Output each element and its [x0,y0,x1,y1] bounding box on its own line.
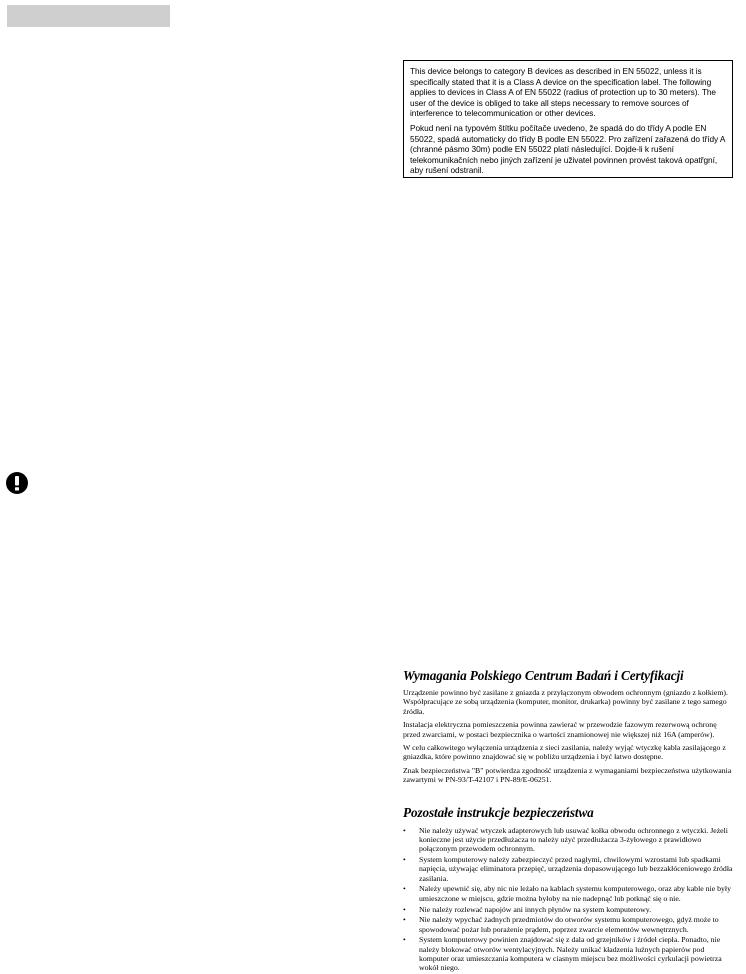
section-title-other-safety: Pozostałe instrukcje bezpieczeństwa [403,804,594,820]
bullet: • [403,884,406,894]
polish-certification-section [403,668,735,974]
safety-instructions-list [403,826,735,973]
bullet: • [403,935,406,945]
list-item-text: Należy upewnić się, aby nic nie leżało na kablach systemu komputerowego, oraz aby kable nie były umieszczone w miejscu, gdzie można byłoby na nie nadepnąć lub potknąć się o nie. [419,884,731,903]
list-item-text: Nie należy używać wtyczek adapterowych lub usuwać kołka obwodu ochronnego z wtyczki. Jeżeli konieczne jest użycie przedłużacza to należy użyć przedłużacza 3-żyłowego z prawidłowo połączonym przewodem ochronnym. [419,825,728,854]
list-item [403,826,735,854]
en55022-notice-box [403,60,733,178]
bullet: • [403,825,406,835]
section-title-polish-requirements: Wymagania Polskiego Centrum Badań i Certyfikacji [403,668,684,683]
bullet: • [403,855,406,865]
list-item [403,905,735,914]
list-item-text: System komputerowy powinien znajdować się z dala od grzejników i źródeł ciepła. Ponadto, nie należy blokować otworów wentylacyjnych. Należy unikać kładzenia luźnych papierów pod komputer oraz umieszczania komputera w ciasnym miejscu bez możliwości cyrkulacji powietrza wokół niego. [419,935,722,973]
requirement-paragraph: W celu całkowitego wyłączenia urządzenia z sieci zasilania, należy wyjąć wtyczkę kabla zasilającego z gniazdka, które powinno znajdować się w pobliżu urządzenia i być łatwo dostępne. [403,743,726,762]
notice-paragraph-en: This device belongs to category B devices as described in EN 55022, unless it is specifically stated that it is a Class A device on the specification label. The following applies to devices in Class A of EN 55022 (radius of protection up to 30 meters). The user of the device is obliged to take all steps necessary to remove sources of interference to telecommunication or other devices. [410,66,716,119]
list-item-text: Nie należy wpychać żadnych przedmiotów do otworów systemu komputerowego, gdyż może to spowodować pożar lub porażenie prądem, poprzez zwarcie elementów wewnętrznych. [419,915,719,934]
requirement-paragraph: Instalacja elektryczna pomieszczenia powinna zawierać w przewodzie fazowym rezerwową ochronę przed zwarciami, w postaci bezpiecznika o wartości znamionowej nie większej niż 16A (amperów). [403,720,717,739]
list-item-text: Nie należy rozlewać napojów ani innych płynów na system komputerowy. [419,904,652,914]
requirement-paragraph: Znak bezpieczeństwa "B" potwierdza zgodność urządzenia z wymaganiami bezpieczeństwa użytkowania zawartymi w PN-93/T-42107 i PN-89/E-06251. [403,765,732,785]
bullet: • [403,904,406,914]
list-item [403,855,735,883]
header-bar [7,5,170,27]
list-item [403,884,735,903]
list-item [403,935,735,972]
list-item [403,915,735,934]
list-item-text: System komputerowy należy zabezpieczyć przed nagłymi, chwilowymi wzrostami lub spadkami napięcia, używając eliminatora przepięć, urządzenia dopasowującego lub bezzakłóceniowego źródła zasilania. [419,855,733,883]
requirement-paragraph: Urządzenie powinno być zasilane z gniazda z przyłączonym obwodem ochronnym (gniazdo z kołkiem). Współpracujące ze sobą urządzenia (komputer, monitor, drukarka) powinny być zasilane z tego samego źródła. [403,688,728,716]
notice-paragraph-cz: Pokud není na typovém štítku počítače uvedeno, že spadá do do třídy A podle EN 55022, spadá automaticky do třídy B podle EN 55022. Pro zařízení zařazená do třídy A (chranné pásmo 30m) podle EN 55022 platí následující. Dojde-li k rušení telekomunikačních nebo jiných zařízení je uživatel povinnen provést taková opatřgní, aby rušení odstranil. [410,122,725,176]
bullet: • [403,915,406,925]
exclamation-icon [5,471,29,495]
